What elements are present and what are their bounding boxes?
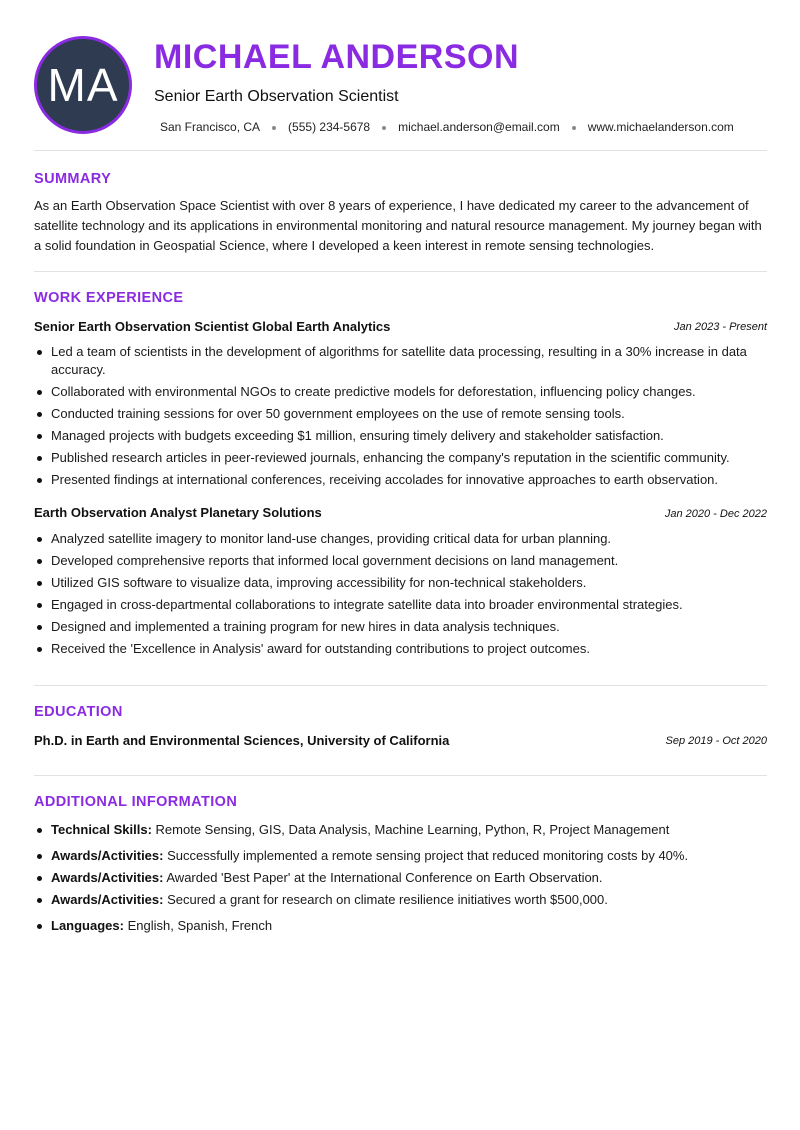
info-label: Awards/Activities:: [51, 892, 164, 907]
divider: [34, 775, 767, 776]
education-dates: Sep 2019 - Oct 2020: [665, 735, 767, 747]
list-item: Conducted training sessions for over 50 government employees on the use of remote sensing tools.: [34, 405, 767, 423]
list-item: [34, 917, 767, 935]
list-item: Utilized GIS software to visualize data, improving accessibility for non-technical stakeholders.: [34, 574, 767, 592]
list-item: Engaged in cross-departmental collaborations to integrate satellite data into broader environmental strategies.: [34, 596, 767, 614]
additional-info-list: [34, 821, 767, 935]
info-text: Remote Sensing, GIS, Data Analysis, Machine Learning, Python, R, Project Management: [155, 822, 670, 837]
candidate-name: MICHAEL ANDERSON: [154, 38, 520, 76]
info-text: English, Spanish, French: [127, 918, 273, 933]
list-item: Designed and implemented a training program for new hires in data analysis techniques.: [34, 618, 767, 636]
separator-dot-icon: [272, 126, 276, 130]
separator-dot-icon: [572, 126, 576, 130]
list-item: [34, 847, 767, 865]
job-bullets: [34, 343, 767, 489]
job-dates: Jan 2020 - Dec 2022: [664, 508, 767, 520]
separator-dot-icon: [382, 126, 386, 130]
work-experience-heading: WORK EXPERIENCE: [34, 290, 184, 306]
avatar: [34, 36, 132, 134]
info-label: Languages:: [51, 918, 124, 933]
contact-email[interactable]: michael.anderson@email.com: [398, 120, 560, 134]
contact-info: [160, 120, 734, 134]
info-label: Awards/Activities:: [51, 848, 164, 863]
list-item: [34, 891, 767, 909]
info-label: Awards/Activities:: [51, 870, 164, 885]
summary-text: As an Earth Observation Space Scientist with over 8 years of experience, I have dedicated my career to the advancement of satellite technology and its applications in environmental monitoring and natural resource management. My journey began with a solid foundation in Geospatial Science, where I developed a keen interest in remote sensing technologies.: [34, 198, 762, 253]
list-item: Received the 'Excellence in Analysis' award for outstanding contributions to project outcomes.: [34, 640, 767, 658]
list-item: Managed projects with budgets exceeding $1 million, ensuring timely delivery and stakeholder satisfaction.: [34, 427, 767, 445]
job-title: Earth Observation Analyst Planetary Solutions: [34, 505, 322, 520]
info-text: Awarded 'Best Paper' at the International Conference on Earth Observation.: [166, 870, 603, 885]
list-item: Collaborated with environmental NGOs to create predictive models for deforestation, influencing policy changes.: [34, 383, 767, 401]
divider: [34, 271, 767, 272]
job-dates: Jan 2023 - Present: [674, 321, 767, 333]
job-title: Senior Earth Observation Scientist Global Earth Analytics: [34, 319, 391, 334]
list-item: Developed comprehensive reports that informed local government decisions on land management.: [34, 552, 767, 570]
info-text: Secured a grant for research on climate resilience initiatives worth $500,000.: [167, 892, 608, 907]
additional-info-heading: ADDITIONAL INFORMATION: [34, 794, 238, 810]
divider: [34, 150, 767, 151]
list-item: [34, 869, 767, 887]
contact-phone: (555) 234-5678: [288, 120, 371, 134]
list-item: Analyzed satellite imagery to monitor land-use changes, providing critical data for urban planning.: [34, 530, 767, 548]
list-item: Presented findings at international conferences, receiving accolades for innovative approaches to earth observation.: [34, 471, 767, 489]
list-item: Led a team of scientists in the development of algorithms for satellite data processing, resulting in a 30% increase in data accuracy.: [34, 343, 767, 379]
candidate-title: Senior Earth Observation Scientist: [154, 88, 399, 105]
education-degree: Ph.D. in Earth and Environmental Sciences, University of California: [34, 733, 450, 748]
contact-location: San Francisco, CA: [160, 120, 261, 134]
info-text: Successfully implemented a remote sensing project that reduced monitoring costs by 40%.: [167, 848, 689, 863]
education-heading: EDUCATION: [34, 704, 123, 720]
info-label: Technical Skills:: [51, 822, 152, 837]
resume-header: [34, 36, 767, 136]
job-bullets: [34, 530, 767, 662]
list-item: [34, 821, 767, 839]
summary-heading: SUMMARY: [34, 171, 112, 187]
list-item: Published research articles in peer-reviewed journals, enhancing the company's reputation in the scientific community.: [34, 449, 767, 467]
contact-website[interactable]: www.michaelanderson.com: [587, 120, 734, 134]
avatar-initials: MA: [47, 59, 119, 111]
divider: [34, 685, 767, 686]
